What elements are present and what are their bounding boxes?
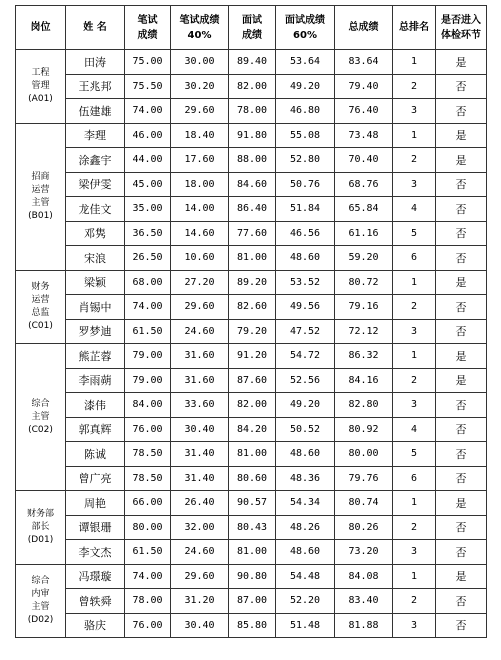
post-label-line: 部长 bbox=[31, 521, 50, 532]
cell-interview-score: 82.60 bbox=[229, 295, 276, 320]
cell-interview-score: 80.43 bbox=[229, 515, 276, 540]
cell-total: 83.64 bbox=[335, 50, 393, 75]
cell-written-40: 14.60 bbox=[171, 221, 229, 246]
cell-written-40: 14.00 bbox=[171, 197, 229, 222]
cell-interview-60: 54.48 bbox=[276, 564, 335, 589]
header-rank: 总排名 bbox=[393, 6, 436, 50]
cell-name: 郭真辉 bbox=[66, 417, 125, 442]
post-cell bbox=[16, 491, 66, 565]
cell-written-score: 35.00 bbox=[125, 197, 171, 222]
cell-interview-score: 90.57 bbox=[229, 491, 276, 516]
cell-pass: 否 bbox=[436, 246, 487, 271]
cell-written-score: 74.00 bbox=[125, 295, 171, 320]
post-label-line: (D02) bbox=[27, 614, 54, 625]
cell-name: 周艳 bbox=[66, 491, 125, 516]
cell-interview-60: 49.20 bbox=[276, 74, 335, 99]
cell-pass: 否 bbox=[436, 540, 487, 565]
cell-total: 80.26 bbox=[335, 515, 393, 540]
cell-written-score: 78.50 bbox=[125, 442, 171, 467]
table-row bbox=[16, 295, 487, 320]
cell-written-score: 66.00 bbox=[125, 491, 171, 516]
cell-written-score: 84.00 bbox=[125, 393, 171, 418]
header-post: 岗位 bbox=[16, 6, 66, 50]
cell-rank: 2 bbox=[393, 295, 436, 320]
cell-rank: 2 bbox=[393, 74, 436, 99]
cell-name: 李雨蒴 bbox=[66, 368, 125, 393]
cell-written-40: 10.60 bbox=[171, 246, 229, 271]
post-cell bbox=[16, 270, 66, 344]
cell-interview-60: 51.48 bbox=[276, 613, 335, 638]
cell-written-40: 18.40 bbox=[171, 123, 229, 148]
cell-interview-score: 82.00 bbox=[229, 74, 276, 99]
cell-total: 70.40 bbox=[335, 148, 393, 173]
cell-name: 肖锡中 bbox=[66, 295, 125, 320]
cell-rank: 2 bbox=[393, 515, 436, 540]
cell-rank: 1 bbox=[393, 270, 436, 295]
table-row bbox=[16, 270, 487, 295]
cell-pass: 否 bbox=[436, 417, 487, 442]
cell-total: 80.74 bbox=[335, 491, 393, 516]
cell-total: 80.92 bbox=[335, 417, 393, 442]
table-row bbox=[16, 393, 487, 418]
cell-written-score: 36.50 bbox=[125, 221, 171, 246]
cell-interview-60: 46.56 bbox=[276, 221, 335, 246]
cell-interview-score: 84.20 bbox=[229, 417, 276, 442]
cell-total: 80.72 bbox=[335, 270, 393, 295]
cell-interview-score: 87.60 bbox=[229, 368, 276, 393]
cell-interview-60: 54.34 bbox=[276, 491, 335, 516]
cell-written-40: 26.40 bbox=[171, 491, 229, 516]
cell-rank: 3 bbox=[393, 319, 436, 344]
cell-pass: 否 bbox=[436, 442, 487, 467]
cell-written-40: 31.40 bbox=[171, 466, 229, 491]
cell-rank: 5 bbox=[393, 221, 436, 246]
cell-pass: 否 bbox=[436, 221, 487, 246]
cell-written-score: 61.50 bbox=[125, 319, 171, 344]
cell-name: 漆伟 bbox=[66, 393, 125, 418]
cell-written-score: 74.00 bbox=[125, 564, 171, 589]
cell-pass: 否 bbox=[436, 197, 487, 222]
post-cell bbox=[16, 123, 66, 270]
cell-written-40: 30.40 bbox=[171, 417, 229, 442]
cell-rank: 6 bbox=[393, 466, 436, 491]
post-label-line: 财务 bbox=[31, 281, 50, 292]
post-label-line: (C02) bbox=[28, 424, 53, 435]
header-total: 总成绩 bbox=[335, 6, 393, 50]
cell-total: 79.40 bbox=[335, 74, 393, 99]
cell-interview-60: 52.56 bbox=[276, 368, 335, 393]
cell-rank: 3 bbox=[393, 99, 436, 124]
header-written-40: 笔试成绩 40% bbox=[171, 6, 229, 50]
table-row bbox=[16, 613, 487, 638]
cell-interview-score: 81.00 bbox=[229, 540, 276, 565]
post-cell bbox=[16, 50, 66, 124]
post-label-line: 综合 bbox=[31, 575, 50, 586]
cell-interview-60: 52.80 bbox=[276, 148, 335, 173]
cell-written-score: 26.50 bbox=[125, 246, 171, 271]
cell-rank: 3 bbox=[393, 393, 436, 418]
cell-written-score: 68.00 bbox=[125, 270, 171, 295]
cell-interview-60: 53.52 bbox=[276, 270, 335, 295]
cell-pass: 否 bbox=[436, 74, 487, 99]
cell-interview-score: 91.80 bbox=[229, 123, 276, 148]
cell-interview-score: 81.00 bbox=[229, 246, 276, 271]
post-label-line: 运营 bbox=[31, 294, 50, 305]
cell-name: 陈诚 bbox=[66, 442, 125, 467]
cell-name: 邓隽 bbox=[66, 221, 125, 246]
cell-written-40: 24.60 bbox=[171, 540, 229, 565]
table-row bbox=[16, 466, 487, 491]
cell-rank: 3 bbox=[393, 540, 436, 565]
cell-interview-score: 86.40 bbox=[229, 197, 276, 222]
cell-interview-60: 55.08 bbox=[276, 123, 335, 148]
cell-written-40: 29.60 bbox=[171, 99, 229, 124]
table-header bbox=[16, 6, 487, 50]
post-label-line: (D01) bbox=[27, 534, 54, 545]
cell-written-40: 30.20 bbox=[171, 74, 229, 99]
header-interview-score: 面试 成绩 bbox=[229, 6, 276, 50]
cell-total: 82.80 bbox=[335, 393, 393, 418]
cell-written-40: 30.00 bbox=[171, 50, 229, 75]
cell-written-score: 61.50 bbox=[125, 540, 171, 565]
cell-interview-score: 82.00 bbox=[229, 393, 276, 418]
post-label-line: 运营 bbox=[31, 184, 50, 195]
table-row bbox=[16, 74, 487, 99]
cell-written-40: 31.60 bbox=[171, 368, 229, 393]
cell-interview-score: 80.60 bbox=[229, 466, 276, 491]
cell-interview-60: 50.76 bbox=[276, 172, 335, 197]
cell-written-score: 45.00 bbox=[125, 172, 171, 197]
cell-pass: 否 bbox=[436, 515, 487, 540]
cell-pass: 否 bbox=[436, 99, 487, 124]
header-pass: 是否进入 体检环节 bbox=[436, 6, 487, 50]
post-label-line: 综合 bbox=[31, 398, 50, 409]
cell-written-score: 76.00 bbox=[125, 613, 171, 638]
post-label-line: 财务部 bbox=[26, 508, 54, 519]
cell-total: 81.88 bbox=[335, 613, 393, 638]
cell-interview-score: 84.60 bbox=[229, 172, 276, 197]
cell-written-score: 46.00 bbox=[125, 123, 171, 148]
cell-name: 谭银珊 bbox=[66, 515, 125, 540]
header-written-score: 笔试 成绩 bbox=[125, 6, 171, 50]
cell-written-score: 78.50 bbox=[125, 466, 171, 491]
header-name: 姓 名 bbox=[66, 6, 125, 50]
cell-written-score: 80.00 bbox=[125, 515, 171, 540]
table-row bbox=[16, 197, 487, 222]
cell-name: 伍建雄 bbox=[66, 99, 125, 124]
cell-pass: 是 bbox=[436, 564, 487, 589]
cell-interview-score: 79.20 bbox=[229, 319, 276, 344]
cell-total: 84.08 bbox=[335, 564, 393, 589]
cell-interview-60: 54.72 bbox=[276, 344, 335, 369]
cell-total: 72.12 bbox=[335, 319, 393, 344]
table-row bbox=[16, 564, 487, 589]
table-row bbox=[16, 515, 487, 540]
post-label-line: 主管 bbox=[31, 197, 50, 208]
cell-written-score: 79.00 bbox=[125, 344, 171, 369]
cell-rank: 1 bbox=[393, 564, 436, 589]
cell-pass: 否 bbox=[436, 466, 487, 491]
cell-interview-60: 52.20 bbox=[276, 589, 335, 614]
cell-written-40: 29.60 bbox=[171, 564, 229, 589]
cell-total: 86.32 bbox=[335, 344, 393, 369]
post-label-line: 管理 bbox=[31, 80, 50, 91]
post-label-line: 总监 bbox=[31, 307, 50, 318]
cell-name: 骆庆 bbox=[66, 613, 125, 638]
cell-pass: 否 bbox=[436, 295, 487, 320]
cell-written-score: 75.00 bbox=[125, 50, 171, 75]
table-row bbox=[16, 123, 487, 148]
cell-name: 王兆邦 bbox=[66, 74, 125, 99]
cell-name: 宋浪 bbox=[66, 246, 125, 271]
cell-rank: 6 bbox=[393, 246, 436, 271]
post-label-line: 招商 bbox=[31, 171, 50, 182]
cell-pass: 是 bbox=[436, 344, 487, 369]
cell-interview-60: 51.84 bbox=[276, 197, 335, 222]
cell-name: 龙佳文 bbox=[66, 197, 125, 222]
cell-written-40: 31.60 bbox=[171, 344, 229, 369]
cell-interview-60: 47.52 bbox=[276, 319, 335, 344]
cell-name: 李文杰 bbox=[66, 540, 125, 565]
post-label-line: (A01) bbox=[28, 93, 53, 104]
cell-total: 84.16 bbox=[335, 368, 393, 393]
cell-total: 59.20 bbox=[335, 246, 393, 271]
cell-written-score: 44.00 bbox=[125, 148, 171, 173]
cell-total: 76.40 bbox=[335, 99, 393, 124]
cell-interview-score: 87.00 bbox=[229, 589, 276, 614]
cell-name: 梁伊雯 bbox=[66, 172, 125, 197]
table-row bbox=[16, 589, 487, 614]
cell-pass: 否 bbox=[436, 393, 487, 418]
cell-written-40: 29.60 bbox=[171, 295, 229, 320]
cell-interview-score: 89.20 bbox=[229, 270, 276, 295]
cell-interview-60: 46.80 bbox=[276, 99, 335, 124]
cell-rank: 1 bbox=[393, 123, 436, 148]
cell-total: 79.76 bbox=[335, 466, 393, 491]
cell-name: 罗梦迪 bbox=[66, 319, 125, 344]
cell-rank: 2 bbox=[393, 148, 436, 173]
cell-written-40: 18.00 bbox=[171, 172, 229, 197]
results-table bbox=[15, 5, 487, 638]
table-row bbox=[16, 319, 487, 344]
cell-written-score: 78.00 bbox=[125, 589, 171, 614]
cell-interview-60: 48.60 bbox=[276, 246, 335, 271]
cell-interview-60: 50.52 bbox=[276, 417, 335, 442]
post-label-line: 主管 bbox=[31, 411, 50, 422]
table-row bbox=[16, 417, 487, 442]
cell-name: 梁颖 bbox=[66, 270, 125, 295]
cell-interview-score: 91.20 bbox=[229, 344, 276, 369]
cell-interview-score: 77.60 bbox=[229, 221, 276, 246]
cell-total: 73.20 bbox=[335, 540, 393, 565]
table-row bbox=[16, 99, 487, 124]
cell-interview-60: 48.26 bbox=[276, 515, 335, 540]
cell-rank: 1 bbox=[393, 344, 436, 369]
cell-rank: 5 bbox=[393, 442, 436, 467]
cell-written-40: 30.40 bbox=[171, 613, 229, 638]
cell-rank: 3 bbox=[393, 613, 436, 638]
table-row bbox=[16, 442, 487, 467]
table-row bbox=[16, 491, 487, 516]
table-row bbox=[16, 246, 487, 271]
post-label-line: 内审 bbox=[31, 588, 50, 599]
post-label-line: 工程 bbox=[31, 67, 50, 78]
cell-interview-60: 49.56 bbox=[276, 295, 335, 320]
cell-written-40: 24.60 bbox=[171, 319, 229, 344]
cell-rank: 2 bbox=[393, 589, 436, 614]
cell-interview-60: 49.20 bbox=[276, 393, 335, 418]
cell-pass: 否 bbox=[436, 172, 487, 197]
table-row bbox=[16, 221, 487, 246]
post-label-line: (C01) bbox=[28, 320, 53, 331]
cell-pass: 是 bbox=[436, 50, 487, 75]
cell-rank: 1 bbox=[393, 491, 436, 516]
cell-pass: 否 bbox=[436, 319, 487, 344]
cell-interview-score: 88.00 bbox=[229, 148, 276, 173]
cell-written-score: 76.00 bbox=[125, 417, 171, 442]
cell-written-40: 27.20 bbox=[171, 270, 229, 295]
cell-name: 田涛 bbox=[66, 50, 125, 75]
cell-written-score: 74.00 bbox=[125, 99, 171, 124]
header-interview-60: 面试成绩 60% bbox=[276, 6, 335, 50]
cell-name: 冯璟璇 bbox=[66, 564, 125, 589]
cell-rank: 4 bbox=[393, 197, 436, 222]
table-row bbox=[16, 148, 487, 173]
cell-interview-score: 78.00 bbox=[229, 99, 276, 124]
cell-total: 61.16 bbox=[335, 221, 393, 246]
cell-written-40: 33.60 bbox=[171, 393, 229, 418]
cell-rank: 1 bbox=[393, 50, 436, 75]
cell-pass: 否 bbox=[436, 613, 487, 638]
cell-name: 涂鑫宇 bbox=[66, 148, 125, 173]
cell-interview-score: 89.40 bbox=[229, 50, 276, 75]
cell-total: 79.16 bbox=[335, 295, 393, 320]
table-row bbox=[16, 172, 487, 197]
cell-interview-score: 85.80 bbox=[229, 613, 276, 638]
cell-total: 80.00 bbox=[335, 442, 393, 467]
cell-written-40: 31.20 bbox=[171, 589, 229, 614]
cell-total: 65.84 bbox=[335, 197, 393, 222]
cell-name: 李理 bbox=[66, 123, 125, 148]
cell-name: 曾轶舜 bbox=[66, 589, 125, 614]
cell-pass: 是 bbox=[436, 368, 487, 393]
table-row bbox=[16, 540, 487, 565]
cell-total: 73.48 bbox=[335, 123, 393, 148]
post-label-line: 主管 bbox=[31, 601, 50, 612]
post-cell bbox=[16, 344, 66, 491]
table-body bbox=[16, 50, 487, 638]
cell-pass: 是 bbox=[436, 491, 487, 516]
cell-written-40: 17.60 bbox=[171, 148, 229, 173]
cell-total: 83.40 bbox=[335, 589, 393, 614]
cell-written-40: 31.40 bbox=[171, 442, 229, 467]
cell-interview-60: 53.64 bbox=[276, 50, 335, 75]
cell-interview-60: 48.60 bbox=[276, 540, 335, 565]
cell-rank: 3 bbox=[393, 172, 436, 197]
cell-pass: 是 bbox=[436, 270, 487, 295]
cell-name: 曾广亮 bbox=[66, 466, 125, 491]
cell-interview-score: 81.00 bbox=[229, 442, 276, 467]
table-row bbox=[16, 50, 487, 75]
cell-pass: 否 bbox=[436, 589, 487, 614]
cell-interview-60: 48.36 bbox=[276, 466, 335, 491]
cell-pass: 是 bbox=[436, 123, 487, 148]
table-row bbox=[16, 344, 487, 369]
cell-written-score: 75.50 bbox=[125, 74, 171, 99]
post-cell bbox=[16, 564, 66, 638]
table-row bbox=[16, 368, 487, 393]
cell-interview-60: 48.60 bbox=[276, 442, 335, 467]
cell-total: 68.76 bbox=[335, 172, 393, 197]
cell-written-40: 32.00 bbox=[171, 515, 229, 540]
cell-interview-score: 90.80 bbox=[229, 564, 276, 589]
cell-rank: 4 bbox=[393, 417, 436, 442]
cell-name: 熊芷蓉 bbox=[66, 344, 125, 369]
cell-rank: 2 bbox=[393, 368, 436, 393]
cell-pass: 是 bbox=[436, 148, 487, 173]
post-label-line: (B01) bbox=[28, 210, 53, 221]
cell-written-score: 79.00 bbox=[125, 368, 171, 393]
